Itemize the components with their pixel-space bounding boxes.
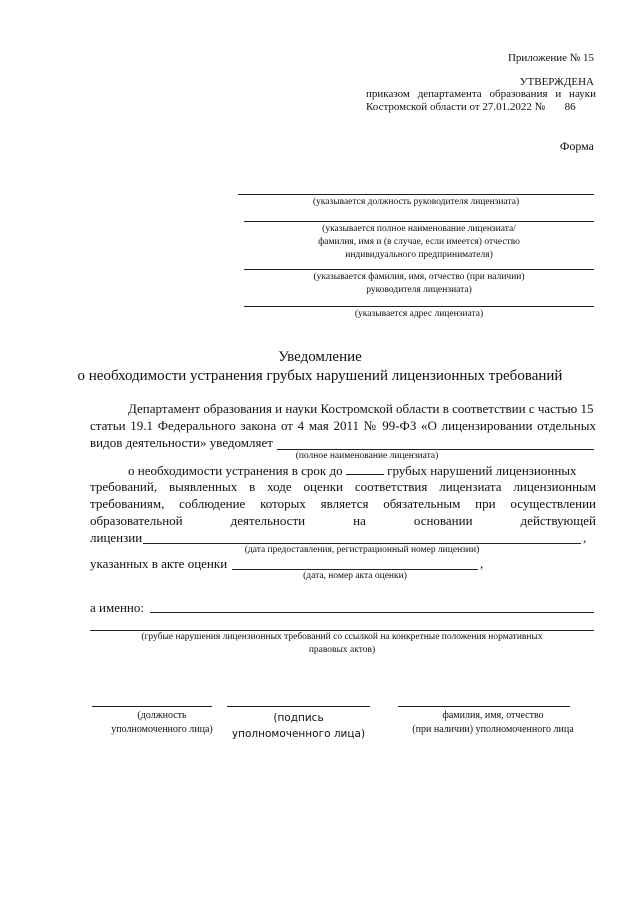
signature-sign-hint — [227, 710, 370, 742]
deadline-prefix: о необходимости устранения в срок до — [128, 463, 343, 478]
p2-line-4: образовательной деятельности на основании действующей — [90, 513, 596, 528]
order-line-1: приказом департамента образования и науки — [366, 88, 596, 100]
form-label: Форма — [559, 139, 594, 153]
hint-name-3: индивидуального предпринимателя) — [345, 250, 493, 260]
deadline-field[interactable] — [346, 462, 384, 475]
document-subtitle: о необходимости устранения грубых нарушений лицензионных требований — [77, 368, 563, 384]
licensee-line — [244, 221, 594, 222]
p3-act-text: указанных в акте оценки — [90, 556, 228, 571]
address-line — [244, 306, 594, 307]
license-comma: , — [583, 530, 587, 545]
signature-name-l2: (при наличии) уполномоченного лица — [412, 724, 574, 735]
appendix-number: Приложение № 15 — [507, 52, 594, 64]
namely-line-1 — [150, 612, 594, 613]
deadline-suffix: грубых нарушений лицензионных — [387, 463, 577, 478]
p1-line-2: статьи 19.1 Федерального закона от 4 мая 2011 № 99-ФЗ «О лицензировании отдельных — [90, 418, 596, 433]
hint-address: (указывается адрес лицензиата) — [354, 309, 484, 319]
p2-line-1 — [128, 462, 598, 479]
order-number: 86 — [564, 101, 576, 113]
hint-name-1: (указывается полное наименование лицензиата/ — [322, 224, 516, 234]
signature-position-line — [92, 706, 212, 707]
hint-license: (дата предоставления, регистрационный номер лицензии) — [244, 545, 480, 555]
signature-position-hint — [92, 709, 232, 737]
signature-position-l2: уполномоченного лица) — [111, 724, 213, 735]
head-line — [244, 269, 594, 270]
signature-sign-line — [227, 706, 370, 707]
hint-head-block — [244, 271, 594, 297]
p2-line-3: требованиям, соблюдение которых является обязательным при осуществлении — [90, 496, 596, 511]
hint-head-1: (указывается фамилия, имя, отчество (при наличии) — [313, 272, 525, 282]
signature-sign-l2: уполномоченного лица) — [231, 728, 366, 740]
signature-sign-l1: (подпись — [273, 712, 324, 724]
position-line — [238, 194, 594, 195]
hint-violations-block — [90, 631, 594, 657]
hint-position: (указывается должность руководителя лицензиата) — [312, 197, 520, 207]
hint-licensee-block — [244, 223, 594, 262]
signature-name-hint — [398, 709, 588, 737]
hint-act: (дата, номер акта оценки) — [303, 571, 407, 581]
hint-licensee-name: (полное наименование лицензиата) — [295, 451, 439, 461]
hint-violations-1: (грубые нарушения лицензионных требований со ссылкой на конкретные положения нормативных — [141, 632, 543, 642]
p2-line-2: требований, выявленных в ходе оценки соответствия лицензиата лицензионным — [90, 479, 596, 494]
signature-name-l1: фамилия, имя, отчество — [442, 710, 544, 721]
hint-violations-2: правовых актов) — [308, 645, 376, 655]
hint-head-2: руководителя лицензиата) — [366, 285, 472, 295]
signature-position-l1: (должность — [137, 710, 187, 721]
p1-line-3: видов деятельности» уведомляет — [90, 435, 273, 450]
hint-name-2: фамилия, имя и (в случае, если имеется) отчество — [318, 237, 520, 247]
act-comma: , — [480, 556, 484, 571]
p2-line-5: лицензии — [90, 530, 143, 545]
approved-label: УТВЕРЖДЕНА — [519, 76, 594, 88]
order-date-text: Костромской области от 27.01.2022 № — [366, 101, 546, 113]
order-line-2 — [366, 101, 606, 113]
signature-name-line — [398, 706, 570, 707]
document-title: Уведомление — [278, 349, 362, 365]
p1-line-1: Департамент образования и науки Костромской области в соответствии с частью 15 — [128, 401, 594, 416]
namely-label: а именно: — [90, 600, 144, 615]
